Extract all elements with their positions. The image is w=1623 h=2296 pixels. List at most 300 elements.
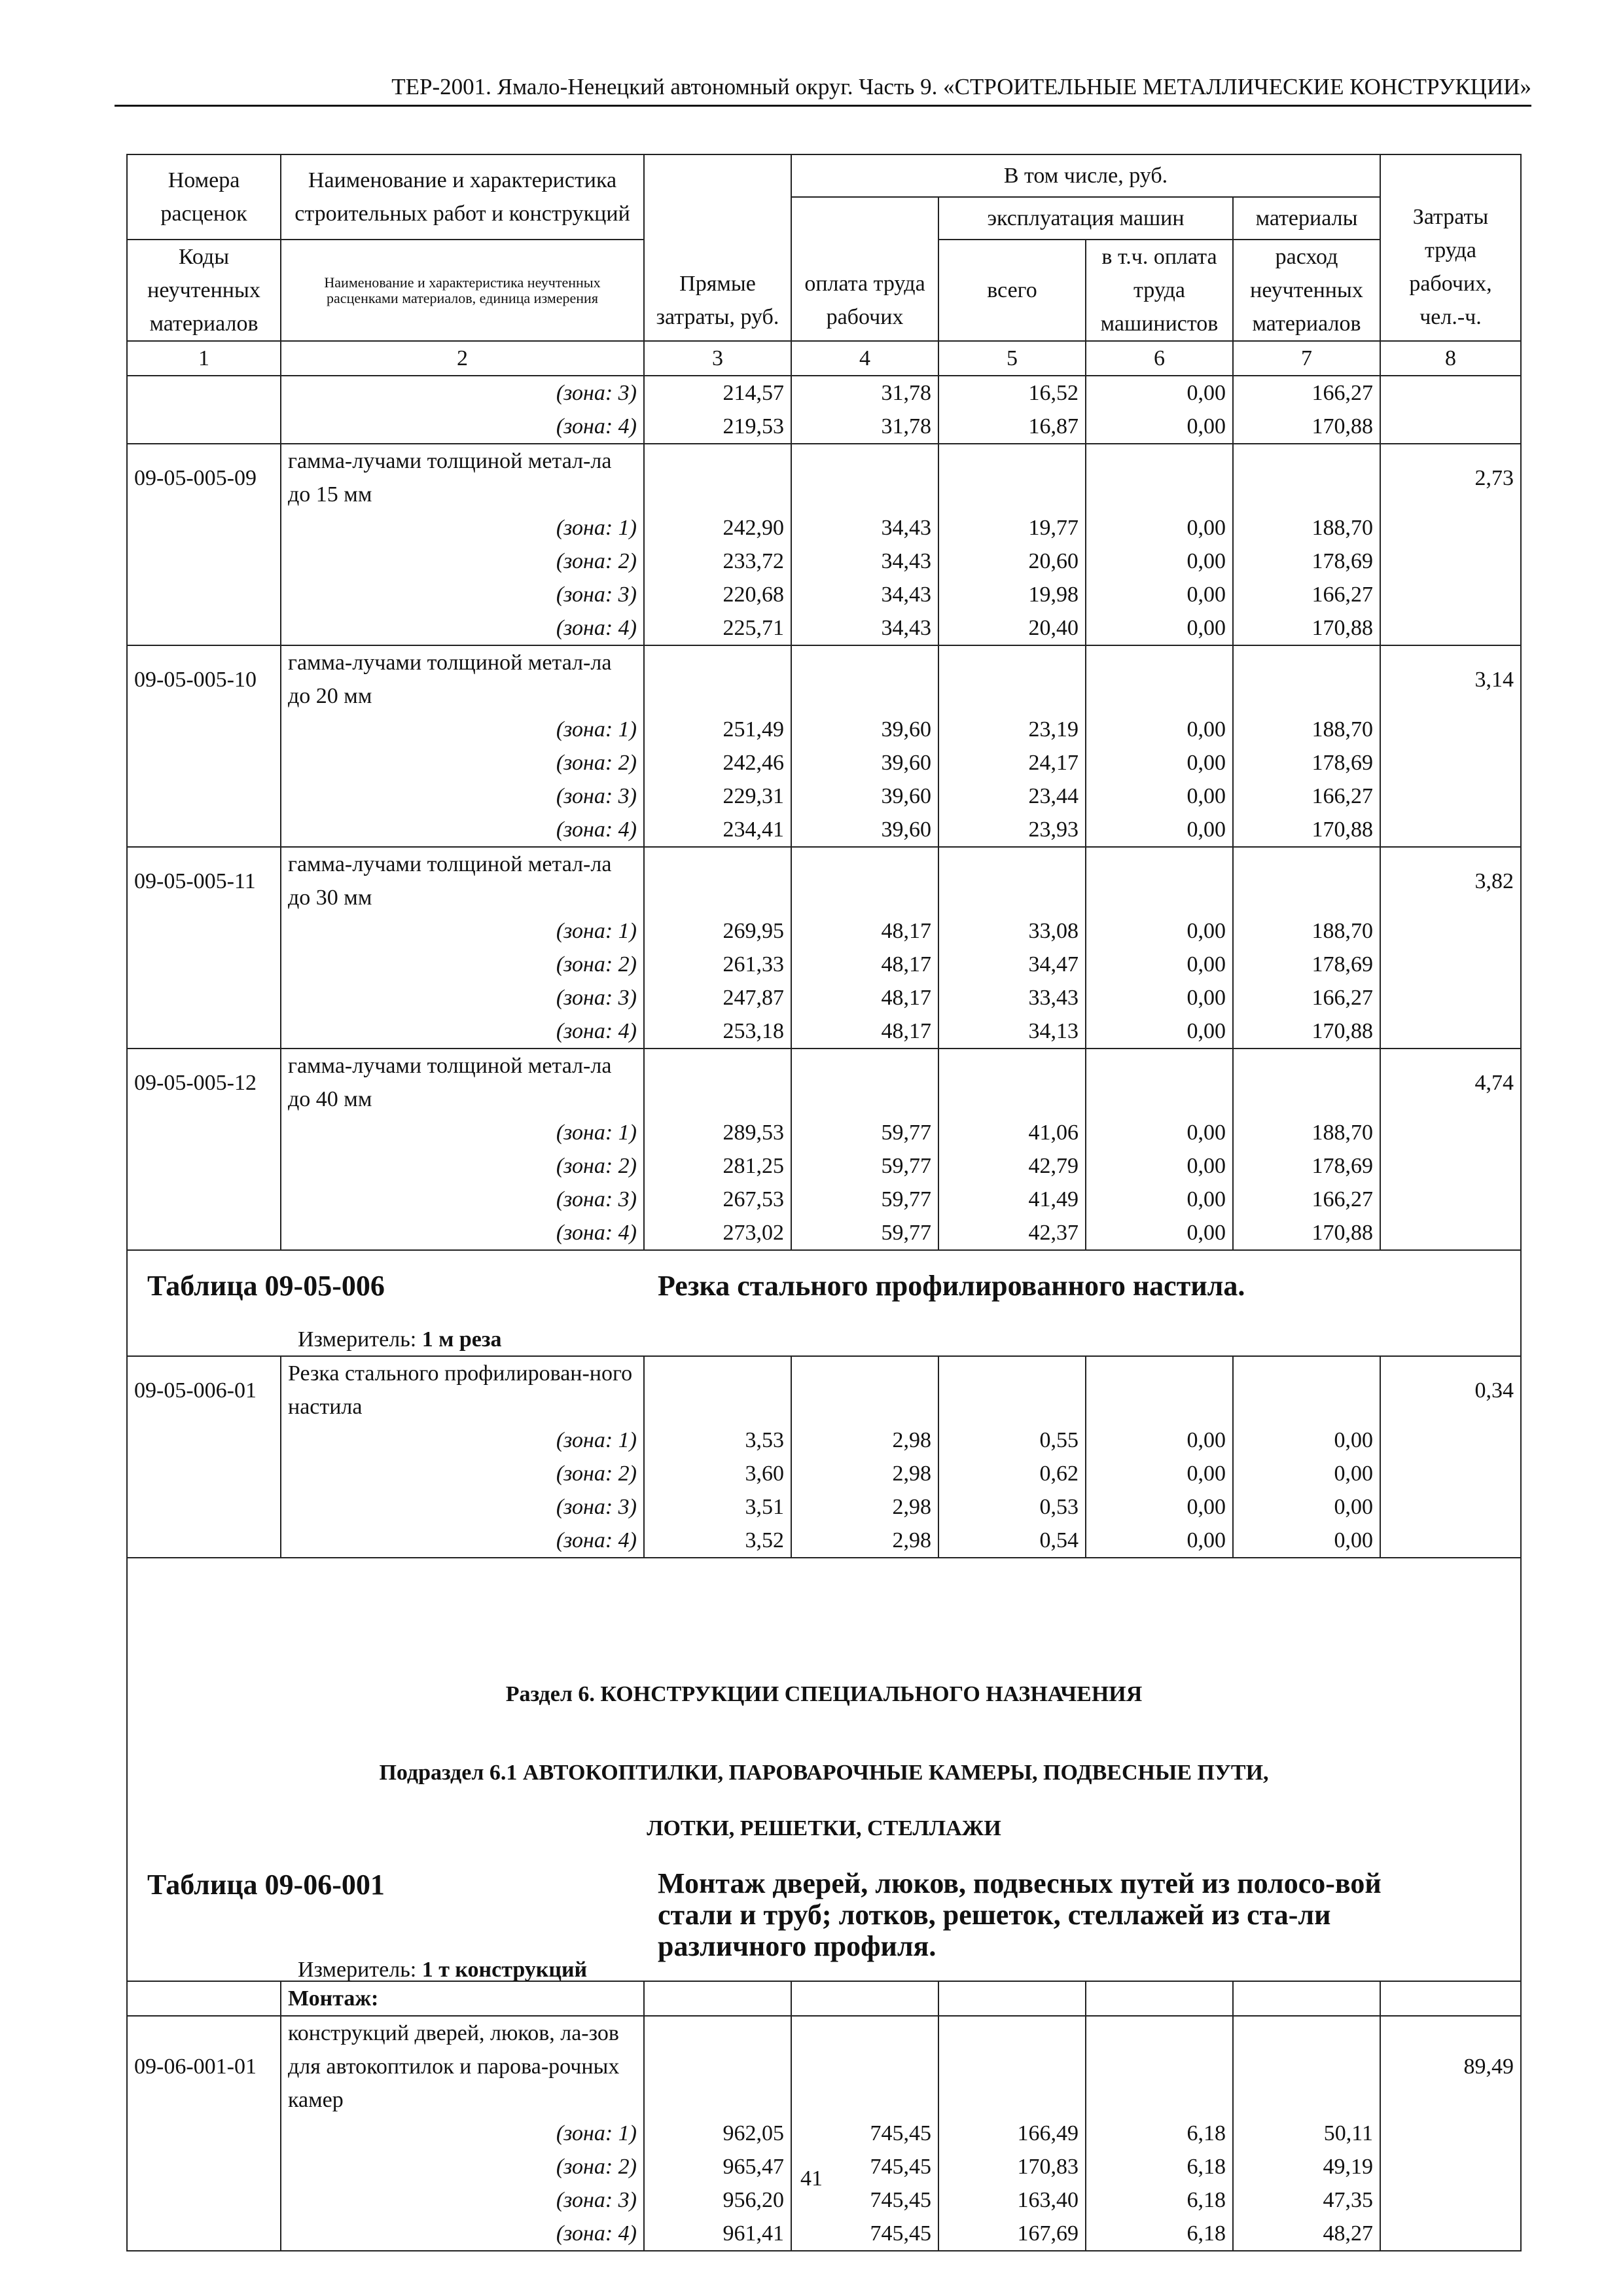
- labor-cell-empty: [1380, 981, 1521, 1014]
- zone-label: (зона: 2): [281, 746, 644, 780]
- code-cell-empty: [127, 981, 281, 1014]
- col8-label: Затраты труда рабочих, чел.-ч.: [1380, 154, 1521, 341]
- zone-row: [127, 1524, 1521, 1558]
- rates-table-frame: [126, 154, 1520, 2246]
- worker-pay: 39,60: [791, 746, 938, 780]
- labor-cost: 0,34: [1380, 1356, 1521, 1424]
- materials-label: материалы: [1233, 197, 1380, 240]
- labor-cost: 4,74: [1380, 1049, 1521, 1116]
- rate-group-09-06-001: [127, 2016, 1521, 2251]
- zone-label: (зона: 4): [281, 1014, 644, 1049]
- machines-total: 42,79: [938, 1149, 1086, 1183]
- direct-cost: 242,46: [644, 746, 791, 780]
- zone-label: (зона: 2): [281, 1457, 644, 1490]
- materials-cost: 166,27: [1233, 981, 1380, 1014]
- zone-label: (зона: 1): [281, 914, 644, 948]
- zone-label: (зона: 2): [281, 545, 644, 578]
- worker-pay: 59,77: [791, 1116, 938, 1149]
- zone-row: [127, 1424, 1521, 1457]
- machines-total: 0,62: [938, 1457, 1086, 1490]
- code-cell-empty: [127, 1014, 281, 1049]
- empty-cell: [938, 1356, 1086, 1424]
- labor-cell-empty: [1380, 611, 1521, 645]
- rate-row: [127, 847, 1521, 914]
- machinist-pay: 0,00: [1086, 1216, 1233, 1250]
- labor-cell-empty: [1380, 948, 1521, 981]
- zone-row: [127, 780, 1521, 813]
- worker-pay: 48,17: [791, 914, 938, 948]
- machines-total: 20,60: [938, 545, 1086, 578]
- empty-cell: [1086, 847, 1233, 914]
- zone-row: [127, 914, 1521, 948]
- rate-code: 09-06-001-01: [127, 2016, 281, 2117]
- direct-cost: 251,49: [644, 713, 791, 746]
- code-cell-empty: [127, 410, 281, 444]
- zone-row: [127, 1216, 1521, 1250]
- table-006-number: Таблица 09-05-006: [147, 1270, 385, 1302]
- machinist-pay: 0,00: [1086, 780, 1233, 813]
- machinist-pay: 0,00: [1086, 981, 1233, 1014]
- zone-label: (зона: 4): [281, 1524, 644, 1558]
- zone-row: [127, 410, 1521, 444]
- zone-row: [127, 948, 1521, 981]
- labor-cost: 3,82: [1380, 847, 1521, 914]
- subsection-title-line2: ЛОТКИ, РЕШЕТКИ, СТЕЛЛАЖИ: [127, 1801, 1521, 1856]
- machinist-pay: 0,00: [1086, 410, 1233, 444]
- code-cell-empty: [127, 1116, 281, 1149]
- machinist-pay: 6,18: [1086, 2150, 1233, 2183]
- zone-label: (зона: 4): [281, 2217, 644, 2251]
- column-number: 7: [1233, 341, 1380, 376]
- machines-total: 16,52: [938, 376, 1086, 410]
- materials-cost: 50,11: [1233, 2117, 1380, 2150]
- direct-cost: 214,57: [644, 376, 791, 410]
- empty-cell: [791, 645, 938, 713]
- col4-label: оплата труда рабочих: [791, 197, 938, 341]
- zone-label: (зона: 1): [281, 1424, 644, 1457]
- code-cell-empty: [127, 2117, 281, 2150]
- zone-label: (зона: 3): [281, 1490, 644, 1524]
- zone-row: [127, 981, 1521, 1014]
- meter-label: Измеритель:: [298, 1958, 417, 1982]
- machines-label: эксплуатация машин: [938, 197, 1233, 240]
- zone-row: [127, 1149, 1521, 1183]
- zone-row: [127, 1490, 1521, 1524]
- zone-label: (зона: 1): [281, 1116, 644, 1149]
- direct-cost: 965,47: [644, 2150, 791, 2183]
- code-cell-empty: [127, 376, 281, 410]
- materials-cost: 188,70: [1233, 1116, 1380, 1149]
- column-number: 5: [938, 341, 1086, 376]
- worker-pay: 745,45: [791, 2150, 938, 2183]
- empty-cell: [791, 2016, 938, 2117]
- empty-cell: [938, 444, 1086, 511]
- zone-row: [127, 1183, 1521, 1216]
- code-cell-empty: [127, 914, 281, 948]
- labor-cell-empty: [1380, 578, 1521, 611]
- materials-cost: 47,35: [1233, 2183, 1380, 2217]
- labor-cell-empty: [1380, 813, 1521, 847]
- empty-cell: [1086, 444, 1233, 511]
- subsection-title-line1: Подраздел 6.1 АВТОКОПТИЛКИ, ПАРОВАРОЧНЫЕ КАМЕРЫ, ПОДВЕСНЫЕ ПУТИ,: [127, 1745, 1521, 1801]
- col7-label: расход неучтенных материалов: [1233, 240, 1380, 341]
- direct-cost: 3,52: [644, 1524, 791, 1558]
- labor-cell-empty: [1380, 376, 1521, 410]
- machinist-pay: 0,00: [1086, 376, 1233, 410]
- machinist-pay: 6,18: [1086, 2183, 1233, 2217]
- materials-cost: 0,00: [1233, 1457, 1380, 1490]
- group-label: В том числе, руб.: [791, 154, 1380, 197]
- column-number: 6: [1086, 341, 1233, 376]
- machinist-pay: 0,00: [1086, 1014, 1233, 1049]
- machines-total: 167,69: [938, 2217, 1086, 2251]
- labor-cell-empty: [1380, 410, 1521, 444]
- machines-total: 34,47: [938, 948, 1086, 981]
- machines-total: 42,37: [938, 1216, 1086, 1250]
- page-header: ТЕР-2001. Ямало-Ненецкий автономный округ. Часть 9. «СТРОИТЕЛЬНЫЕ МЕТАЛЛИЧЕСКИЕ КОНСТРУКЦИИ»: [115, 71, 1531, 107]
- empty-cell: [938, 847, 1086, 914]
- empty-cell: [1233, 847, 1380, 914]
- code-cell-empty: [127, 1183, 281, 1216]
- machines-total: 19,98: [938, 578, 1086, 611]
- code-cell-empty: [127, 713, 281, 746]
- materials-cost: 188,70: [1233, 511, 1380, 545]
- worker-pay: 48,17: [791, 948, 938, 981]
- empty-cell: [938, 1049, 1086, 1116]
- code-cell-empty: [127, 611, 281, 645]
- zone-label: (зона: 3): [281, 981, 644, 1014]
- machines-total: 34,13: [938, 1014, 1086, 1049]
- zone-label: (зона: 2): [281, 948, 644, 981]
- direct-cost: 253,18: [644, 1014, 791, 1049]
- empty-cell: [1086, 2016, 1233, 2117]
- code-cell-empty: [127, 948, 281, 981]
- machines-total: 41,06: [938, 1116, 1086, 1149]
- zone-row: [127, 2217, 1521, 2251]
- direct-cost: 289,53: [644, 1116, 791, 1149]
- labor-cell-empty: [1380, 713, 1521, 746]
- machines-total: 41,49: [938, 1183, 1086, 1216]
- worker-pay: 34,43: [791, 578, 938, 611]
- machinist-pay: 0,00: [1086, 545, 1233, 578]
- table-006-meter: [298, 1323, 502, 1356]
- materials-cost: 166,27: [1233, 376, 1380, 410]
- machines-total: 166,49: [938, 2117, 1086, 2150]
- machinist-pay: 6,18: [1086, 2117, 1233, 2150]
- zone-row: [127, 545, 1521, 578]
- empty-cell: [1233, 645, 1380, 713]
- rate-code: 09-05-006-01: [127, 1356, 281, 1424]
- zone-label: (зона: 3): [281, 1183, 644, 1216]
- machines-total: 19,77: [938, 511, 1086, 545]
- worker-pay: 2,98: [791, 1524, 938, 1558]
- machinist-pay: 6,18: [1086, 2217, 1233, 2251]
- zone-row: [127, 611, 1521, 645]
- labor-cost: 3,14: [1380, 645, 1521, 713]
- table-001-meter: [298, 1953, 587, 1986]
- worker-pay: 2,98: [791, 1490, 938, 1524]
- direct-cost: 219,53: [644, 410, 791, 444]
- code-cell-empty: [127, 1490, 281, 1524]
- zone-label: (зона: 3): [281, 2183, 644, 2217]
- empty-cell: [1086, 1356, 1233, 1424]
- empty-cell: [1086, 645, 1233, 713]
- zone-label: (зона: 4): [281, 611, 644, 645]
- column-number: 2: [281, 341, 644, 376]
- meter-value: 1 м реза: [421, 1327, 502, 1352]
- materials-cost: 178,69: [1233, 948, 1380, 981]
- rate-code: 09-05-005-11: [127, 847, 281, 914]
- labor-cell-empty: [1380, 2217, 1521, 2251]
- direct-cost: 267,53: [644, 1183, 791, 1216]
- empty-cell: [644, 1049, 791, 1116]
- materials-cost: 0,00: [1233, 1490, 1380, 1524]
- machines-total: 24,17: [938, 746, 1086, 780]
- machines-total: 23,44: [938, 780, 1086, 813]
- rate-code: 09-05-005-09: [127, 444, 281, 511]
- materials-cost: 166,27: [1233, 780, 1380, 813]
- rate-name: гамма-лучами толщиной метал-ла до 20 мм: [281, 645, 644, 713]
- column-number: 1: [127, 341, 281, 376]
- col1-top-label: Номера расценок: [127, 154, 281, 240]
- empty-cell: [644, 645, 791, 713]
- zone-row: [127, 813, 1521, 847]
- worker-pay: 48,17: [791, 981, 938, 1014]
- table-006-title: Резка стального профилированного настила.: [658, 1270, 1245, 1302]
- column-numbers-row: [127, 341, 1521, 376]
- machinist-pay: 0,00: [1086, 578, 1233, 611]
- empty-cell: [644, 847, 791, 914]
- direct-cost: 261,33: [644, 948, 791, 981]
- col6-label: в т.ч. оплата труда машинистов: [1086, 240, 1233, 341]
- machines-total: 33,43: [938, 981, 1086, 1014]
- materials-cost: 178,69: [1233, 1149, 1380, 1183]
- rate-row: [127, 444, 1521, 511]
- machines-total: 0,53: [938, 1490, 1086, 1524]
- materials-cost: 166,27: [1233, 1183, 1380, 1216]
- empty-cell: [1233, 1049, 1380, 1116]
- empty-cell: [644, 2016, 791, 2117]
- worker-pay: 39,60: [791, 780, 938, 813]
- empty-cell: [791, 1049, 938, 1116]
- empty-cell: [791, 444, 938, 511]
- meter-label: Измеритель:: [298, 1327, 417, 1352]
- worker-pay: 39,60: [791, 813, 938, 847]
- rate-name: конструкций дверей, люков, ла-зов для автокоптилок и парова-рочных камер: [281, 2016, 644, 2117]
- machinist-pay: 0,00: [1086, 1457, 1233, 1490]
- machinist-pay: 0,00: [1086, 1149, 1233, 1183]
- empty-cell: [791, 1356, 938, 1424]
- empty-cell: [1233, 1356, 1380, 1424]
- machinist-pay: 0,00: [1086, 1524, 1233, 1558]
- labor-cell-empty: [1380, 545, 1521, 578]
- materials-cost: 170,88: [1233, 611, 1380, 645]
- machinist-pay: 0,00: [1086, 948, 1233, 981]
- machinist-pay: 0,00: [1086, 611, 1233, 645]
- rate-group-09-05-005: [127, 444, 1521, 1250]
- empty-cell: [644, 444, 791, 511]
- code-cell-empty: [127, 545, 281, 578]
- column-number: 3: [644, 341, 791, 376]
- machines-total: 163,40: [938, 2183, 1086, 2217]
- col5-label: всего: [938, 240, 1086, 341]
- worker-pay: 745,45: [791, 2117, 938, 2150]
- labor-cell-empty: [1380, 914, 1521, 948]
- machines-total: 0,54: [938, 1524, 1086, 1558]
- worker-pay: 59,77: [791, 1149, 938, 1183]
- machines-total: 0,55: [938, 1424, 1086, 1457]
- code-cell-empty: [127, 511, 281, 545]
- materials-cost: 170,88: [1233, 813, 1380, 847]
- machinist-pay: 0,00: [1086, 746, 1233, 780]
- code-cell-empty: [127, 780, 281, 813]
- machines-total: 33,08: [938, 914, 1086, 948]
- worker-pay: 59,77: [791, 1183, 938, 1216]
- rates-table: [126, 154, 1522, 2251]
- empty-cell: [938, 645, 1086, 713]
- machinist-pay: 0,00: [1086, 813, 1233, 847]
- direct-cost: 961,41: [644, 2217, 791, 2251]
- worker-pay: 39,60: [791, 713, 938, 746]
- empty-cell: [644, 1356, 791, 1424]
- worker-pay: 34,43: [791, 511, 938, 545]
- worker-pay: 59,77: [791, 1216, 938, 1250]
- zone-label: (зона: 1): [281, 2117, 644, 2150]
- direct-cost: 273,02: [644, 1216, 791, 1250]
- labor-cell-empty: [1380, 1424, 1521, 1457]
- montage-heading: Монтаж:: [281, 1981, 644, 2016]
- materials-cost: 170,88: [1233, 1216, 1380, 1250]
- code-cell-empty: [127, 2217, 281, 2251]
- code-cell-empty: [127, 578, 281, 611]
- materials-cost: 188,70: [1233, 713, 1380, 746]
- zone-row: [127, 2117, 1521, 2150]
- code-cell-empty: [127, 746, 281, 780]
- direct-cost: 242,90: [644, 511, 791, 545]
- zone-row: [127, 578, 1521, 611]
- empty-cell: [1233, 444, 1380, 511]
- empty-cell: [1233, 2016, 1380, 2117]
- materials-cost: 170,88: [1233, 1014, 1380, 1049]
- machines-total: 23,19: [938, 713, 1086, 746]
- labor-cell-empty: [1380, 1014, 1521, 1049]
- direct-cost: 225,71: [644, 611, 791, 645]
- continued-rows: [127, 376, 1521, 444]
- direct-cost: 247,87: [644, 981, 791, 1014]
- worker-pay: 2,98: [791, 1457, 938, 1490]
- labor-cell-empty: [1380, 1457, 1521, 1490]
- rate-name: гамма-лучами толщиной метал-ла до 40 мм: [281, 1049, 644, 1116]
- materials-cost: 166,27: [1233, 578, 1380, 611]
- materials-cost: 178,69: [1233, 545, 1380, 578]
- table-header: [127, 154, 1521, 376]
- table-001-number: Таблица 09-06-001: [147, 1869, 385, 1901]
- worker-pay: 34,43: [791, 545, 938, 578]
- table-001-title: Монтаж дверей, люков, подвесных путей из полосо-вой стали и труб; лотков, решеток, стеллажей из ста-ли различного профиля.: [658, 1867, 1382, 1962]
- machinist-pay: 0,00: [1086, 511, 1233, 545]
- labor-cell-empty: [1380, 1216, 1521, 1250]
- machinist-pay: 0,00: [1086, 1490, 1233, 1524]
- direct-cost: 233,72: [644, 545, 791, 578]
- zone-label: (зона: 4): [281, 410, 644, 444]
- col2-top-label: Наименование и характеристика строительных работ и конструкций: [281, 154, 644, 240]
- section-title: Раздел 6. КОНСТРУКЦИИ СПЕЦИАЛЬНОГО НАЗНАЧЕНИЯ: [127, 1663, 1521, 1725]
- materials-cost: 48,27: [1233, 2217, 1380, 2251]
- direct-cost: 269,95: [644, 914, 791, 948]
- materials-cost: 49,19: [1233, 2150, 1380, 2183]
- meter-value: 1 т конструкций: [421, 1958, 588, 1982]
- zone-row: [127, 1116, 1521, 1149]
- column-number: 8: [1380, 341, 1521, 376]
- direct-cost: 234,41: [644, 813, 791, 847]
- machinist-pay: 0,00: [1086, 1424, 1233, 1457]
- worker-pay: 31,78: [791, 410, 938, 444]
- code-cell-empty: [127, 1149, 281, 1183]
- rate-name: гамма-лучами толщиной метал-ла до 30 мм: [281, 847, 644, 914]
- direct-cost: 962,05: [644, 2117, 791, 2150]
- rate-code: 09-05-005-10: [127, 645, 281, 713]
- direct-cost: 220,68: [644, 578, 791, 611]
- materials-cost: 170,88: [1233, 410, 1380, 444]
- labor-cell-empty: [1380, 1183, 1521, 1216]
- code-cell-empty: [127, 1424, 281, 1457]
- machinist-pay: 0,00: [1086, 914, 1233, 948]
- zone-row: [127, 746, 1521, 780]
- labor-cell-empty: [1380, 1149, 1521, 1183]
- machinist-pay: 0,00: [1086, 1116, 1233, 1149]
- direct-cost: 956,20: [644, 2183, 791, 2217]
- materials-cost: 0,00: [1233, 1424, 1380, 1457]
- materials-cost: 188,70: [1233, 914, 1380, 948]
- col1-bottom-label: Коды неучтенных материалов: [127, 240, 281, 341]
- code-cell-empty: [127, 1457, 281, 1490]
- labor-cell-empty: [1380, 1524, 1521, 1558]
- machinist-pay: 0,00: [1086, 1183, 1233, 1216]
- empty-cell: [791, 847, 938, 914]
- labor-cell-empty: [1380, 511, 1521, 545]
- rate-code: 09-05-005-12: [127, 1049, 281, 1116]
- section-banner: [127, 1558, 1521, 2016]
- zone-label: (зона: 3): [281, 780, 644, 813]
- labor-cell-empty: [1380, 746, 1521, 780]
- machines-total: 170,83: [938, 2150, 1086, 2183]
- zone-label: (зона: 1): [281, 511, 644, 545]
- rate-group-09-05-006: [127, 1356, 1521, 1558]
- direct-cost: 3,53: [644, 1424, 791, 1457]
- labor-cell-empty: [1380, 780, 1521, 813]
- labor-cost: 2,73: [1380, 444, 1521, 511]
- zone-label: (зона: 1): [281, 713, 644, 746]
- worker-pay: 2,98: [791, 1424, 938, 1457]
- worker-pay: 745,45: [791, 2217, 938, 2251]
- worker-pay: 34,43: [791, 611, 938, 645]
- rate-name: Резка стального профилирован-ного настила: [281, 1356, 644, 1424]
- rate-row: [127, 2016, 1521, 2117]
- zone-row: [127, 511, 1521, 545]
- machines-total: 23,93: [938, 813, 1086, 847]
- direct-cost: 3,51: [644, 1490, 791, 1524]
- table-006-banner: [127, 1250, 1521, 1356]
- labor-cell-empty: [1380, 1490, 1521, 1524]
- labor-cell-empty: [1380, 1116, 1521, 1149]
- machines-total: 20,40: [938, 611, 1086, 645]
- labor-cost: 89,49: [1380, 2016, 1521, 2117]
- page-number: 41: [800, 2166, 823, 2191]
- rate-name: гамма-лучами толщиной метал-ла до 15 мм: [281, 444, 644, 511]
- zone-label: (зона: 4): [281, 813, 644, 847]
- zone-row: [127, 1014, 1521, 1049]
- direct-cost: 281,25: [644, 1149, 791, 1183]
